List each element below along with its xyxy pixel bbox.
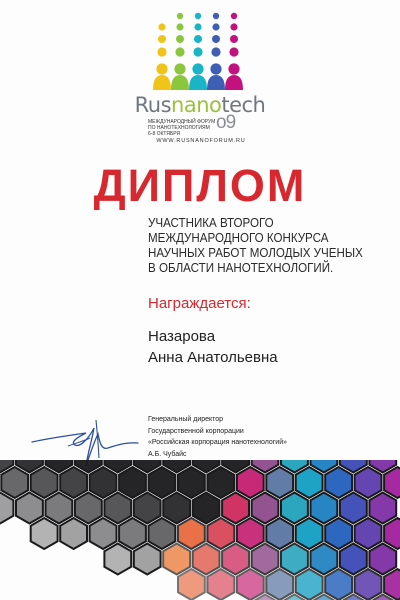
mosaic-hexagon [193, 544, 220, 575]
mosaic-hexagon [119, 467, 146, 498]
mosaic-hexagon [296, 467, 323, 498]
mosaic-hexagon [46, 493, 73, 524]
mosaic-hexagon [119, 518, 146, 549]
logo-person-head [174, 63, 185, 74]
mosaic-hexagon [355, 518, 382, 549]
logo-person-head [192, 63, 203, 74]
mosaic-hexagon [325, 518, 352, 549]
mosaic-hexagon [31, 518, 58, 549]
signer-line: А.Б. Чубайс [148, 450, 187, 458]
website-address: WWW.RUSNANOFORUM.RU [156, 138, 246, 144]
logo-person-head [210, 63, 221, 74]
rusnanotech-logo-icon [152, 10, 244, 90]
logo-dot [194, 35, 202, 43]
logo-dot [176, 35, 184, 43]
logo-dot [193, 47, 202, 56]
mosaic-hexagon [149, 518, 176, 549]
mosaic-hexagon [311, 544, 338, 575]
mosaic-hexagon [384, 569, 400, 600]
logo-dot [195, 13, 201, 19]
logo-dot [211, 47, 220, 56]
mosaic-hexagon [325, 569, 352, 600]
mosaic-hexagon [104, 493, 131, 524]
logo-dot [158, 23, 165, 30]
mosaic-hexagon [325, 467, 352, 498]
subtitle-line: В ОБЛАСТИ НАНОТЕХНОЛОГИЙ. [148, 261, 334, 275]
mosaic-hexagon [60, 518, 87, 549]
awarded-label: Награждается: [148, 295, 251, 312]
mosaic-hexagon [134, 493, 161, 524]
mosaic-hexagon [281, 544, 308, 575]
signer-line: Государственной корпорации [148, 427, 244, 435]
mosaic-hexagon [134, 544, 161, 575]
logo-dot [157, 47, 166, 56]
mosaic-hexagon [237, 467, 264, 498]
mosaic-hexagon [369, 544, 396, 575]
forum-line: МЕЖДУНАРОДНЫЙ ФОРУМ [148, 119, 216, 125]
mosaic-hexagon [207, 518, 234, 549]
document-title: ДИПЛОМ [93, 160, 307, 211]
logo-dot [230, 23, 237, 30]
mosaic-hexagon [163, 493, 190, 524]
mosaic-hexagon [222, 493, 249, 524]
logo-dot [230, 35, 238, 43]
subtitle-line: НАУЧНЫХ РАБОТ МОЛОДЫХ УЧЕНЫХ [148, 246, 363, 260]
mosaic-hexagon [384, 467, 400, 498]
mosaic-hexagon [178, 467, 205, 498]
mosaic-hexagon [163, 544, 190, 575]
forum-line: 6-8 ОКТЯБРЯ [148, 131, 181, 137]
mosaic-hexagon [60, 467, 87, 498]
mosaic-hexagon [355, 569, 382, 600]
signer-line: «Российская корпорация нанотехнологий» [148, 439, 288, 446]
mosaic-hexagon [193, 493, 220, 524]
logo-dot [212, 23, 219, 30]
logo-dot [213, 13, 219, 19]
brand-name-highlight: nano [171, 93, 222, 117]
brand-name-suffix: tech [221, 93, 266, 117]
mosaic-hexagon [296, 518, 323, 549]
signer-line: Генеральный директор [148, 416, 224, 423]
brand-name-prefix: Rus [134, 93, 172, 117]
logo-person-body [189, 75, 207, 90]
mosaic-hexagon [222, 544, 249, 575]
logo-person-body [153, 75, 171, 90]
logo-person-body [207, 75, 225, 90]
logo-dot [177, 13, 183, 19]
mosaic-hexagon [178, 518, 205, 549]
logo-dot [158, 35, 166, 43]
signer-block [148, 414, 388, 460]
mosaic-hexagon [266, 569, 293, 600]
mosaic-hexagon [75, 493, 102, 524]
mosaic-hexagon [1, 467, 28, 498]
forum-line: ПО НАНОТЕХНОЛОГИЯМ [148, 125, 210, 131]
mosaic-hexagon [355, 467, 382, 498]
mosaic-hexagon [296, 569, 323, 600]
mosaic-hexagon [311, 493, 338, 524]
mosaic-hexagon [178, 569, 205, 600]
logo-dot [231, 13, 237, 19]
mosaic-hexagon [252, 544, 279, 575]
recipient-given-names: Анна Анатольевна [148, 349, 278, 366]
document-subtitle [148, 216, 369, 276]
logo-person-head [228, 63, 239, 74]
logo-person-body [171, 75, 189, 90]
mosaic-hexagon [90, 518, 117, 549]
mosaic-hexagon [104, 544, 131, 575]
subtitle-line: УЧАСТНИКА ВТОРОГО [148, 216, 274, 230]
mosaic-hexagon [252, 493, 279, 524]
logo-dot [176, 23, 183, 30]
mosaic-hexagon [207, 467, 234, 498]
logo-dot [175, 47, 184, 56]
mosaic-hexagon [266, 518, 293, 549]
mosaic-hexagon [237, 518, 264, 549]
mosaic-hexagon [384, 518, 400, 549]
hexagon-mosaic-icon [0, 460, 400, 600]
mosaic-hexagon [16, 493, 43, 524]
mosaic-hexagon [207, 569, 234, 600]
brand-name [120, 94, 280, 116]
mosaic-hexagon [90, 467, 117, 498]
mosaic-hexagon [237, 569, 264, 600]
edition-year: o9 [216, 112, 236, 133]
subtitle-line: МЕЖДУНАРОДНОГО КОНКУРСА [148, 231, 329, 245]
mosaic-hexagon [149, 467, 176, 498]
logo-dot [194, 23, 201, 30]
mosaic-hexagon [369, 493, 396, 524]
mosaic-hexagon [340, 493, 367, 524]
mosaic-hexagon [340, 544, 367, 575]
logo-dot [212, 35, 220, 43]
mosaic-hexagon [31, 467, 58, 498]
logo-dot [229, 47, 238, 56]
mosaic-hexagon [281, 493, 308, 524]
logo-person-head [156, 63, 167, 74]
mosaic-hexagon [266, 467, 293, 498]
logo-person-body [225, 75, 243, 90]
recipient-name [148, 326, 388, 368]
recipient-surname: Назарова [148, 328, 216, 345]
